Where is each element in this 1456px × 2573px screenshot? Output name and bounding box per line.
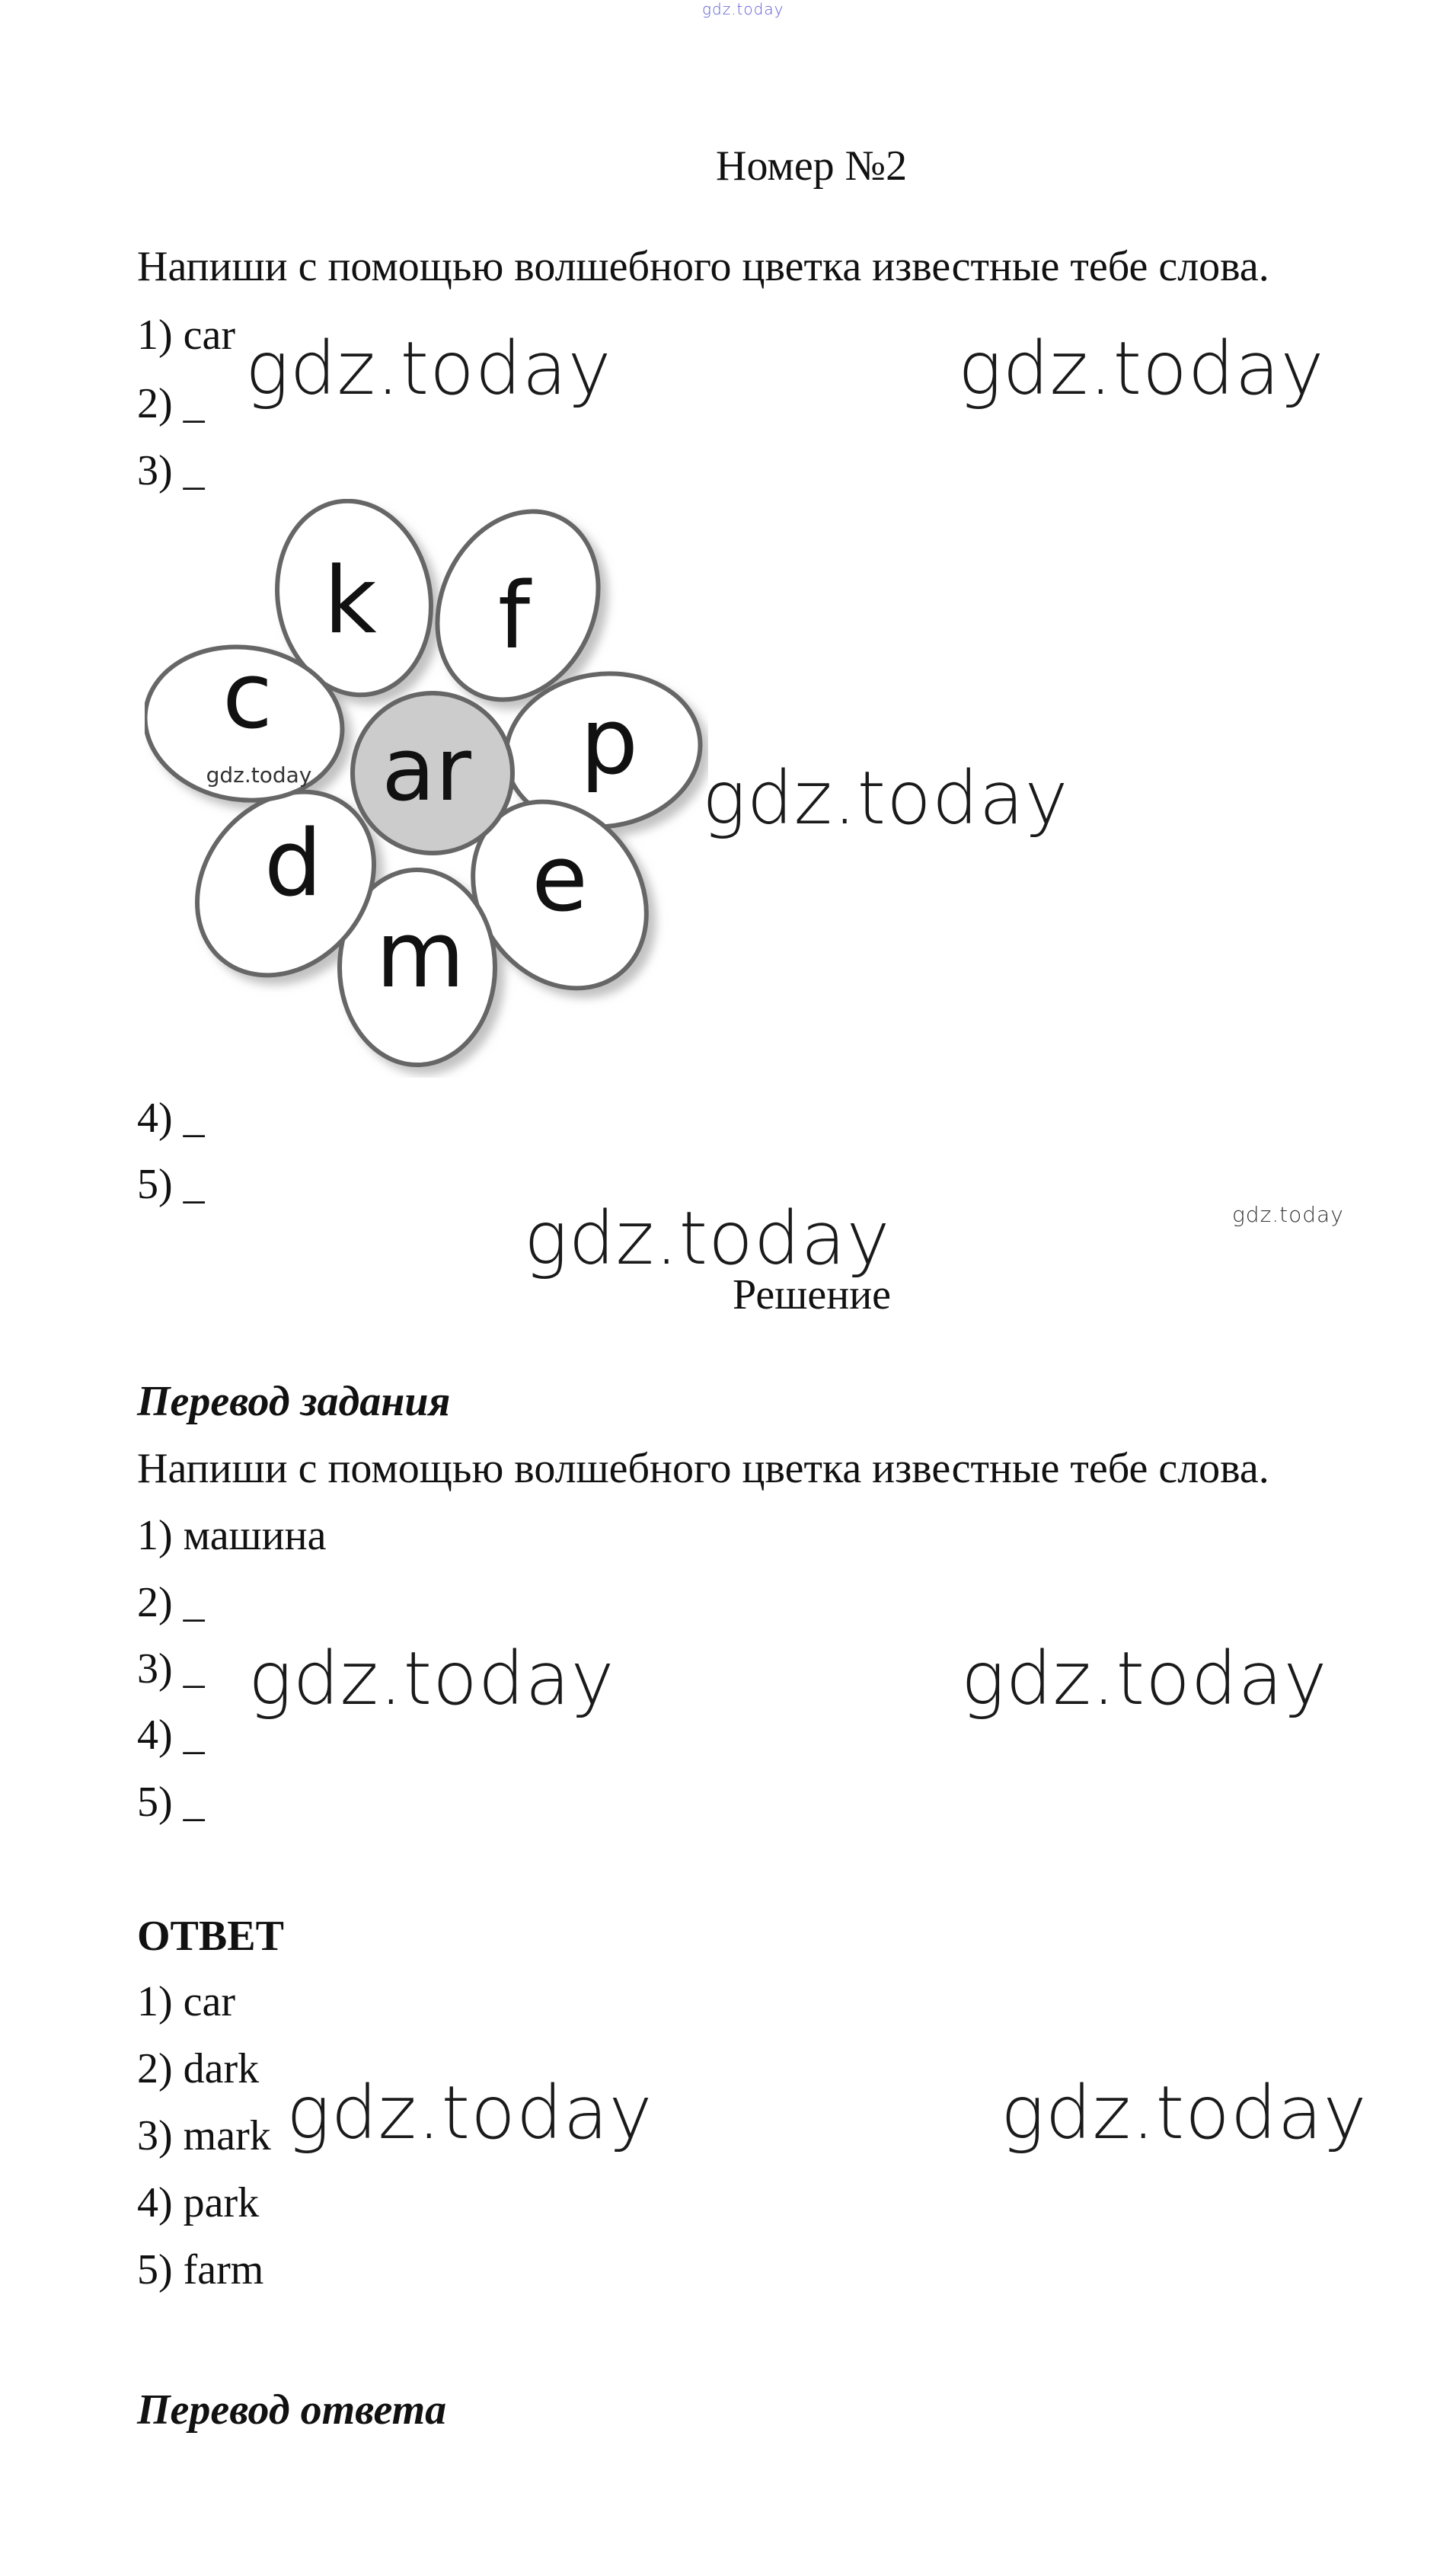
task-instruction: Напиши с помощью волшебного цветка известные тебе слова. [137,243,1269,290]
translation-heading: Перевод задания [137,1378,451,1425]
answer-item-3: 3) mark [137,2112,271,2159]
watermark: gdz.today [245,326,612,411]
petal-letter-e: e [532,826,588,932]
answer-item-1: 1) car [137,1978,236,2025]
answer-item-5: 5) farm [137,2246,264,2293]
petal-letter-d: d [263,811,323,917]
petal-letter-m: m [375,903,465,1008]
petal-letter-f: f [497,564,531,670]
petal-letter-k: k [324,548,377,654]
task-item-1: 1) car [137,312,236,359]
answer-item-4: 4) park [137,2179,260,2226]
translation-item-4: 4) _ [137,1712,205,1759]
magic-flower-image [145,499,708,1078]
petal-letter-c: c [222,644,273,750]
answer-heading: ОТВЕТ [137,1913,284,1960]
petal-letter-p: p [580,689,639,795]
translation-item-5: 5) _ [137,1779,205,1826]
task-item-3: 3) _ [137,447,205,494]
answer-item-2: 2) dark [137,2045,260,2092]
flower-watermark: gdz.today [206,762,312,788]
watermark: gdz.today [286,2070,653,2156]
page-title: Номер №2 [716,142,908,190]
translation-instruction: Напиши с помощью волшебного цветка известные тебе слова. [137,1445,1269,1492]
center-letters: ar [382,719,471,821]
watermark: gdz.today [702,756,1069,841]
translation-item-1: 1) машина [137,1512,327,1559]
task-item-4: 4) _ [137,1095,205,1142]
watermark: gdz.today [524,1196,891,1281]
watermark: gdz.today [961,1636,1328,1721]
watermark: gdz.today [1001,2070,1368,2156]
solution-label: Решение [733,1271,892,1318]
watermark: gdz.today [248,1636,615,1721]
task-item-2: 2) _ [137,380,205,427]
task-item-5: 5) _ [137,1161,205,1208]
translation-item-3: 3) _ [137,1645,205,1692]
top-watermark: gdz.today [702,0,784,18]
answer-translation-heading: Перевод ответа [137,2386,447,2434]
translation-item-2: 2) _ [137,1579,205,1626]
watermark-small: gdz.today [1232,1202,1344,1227]
watermark: gdz.today [958,326,1325,411]
